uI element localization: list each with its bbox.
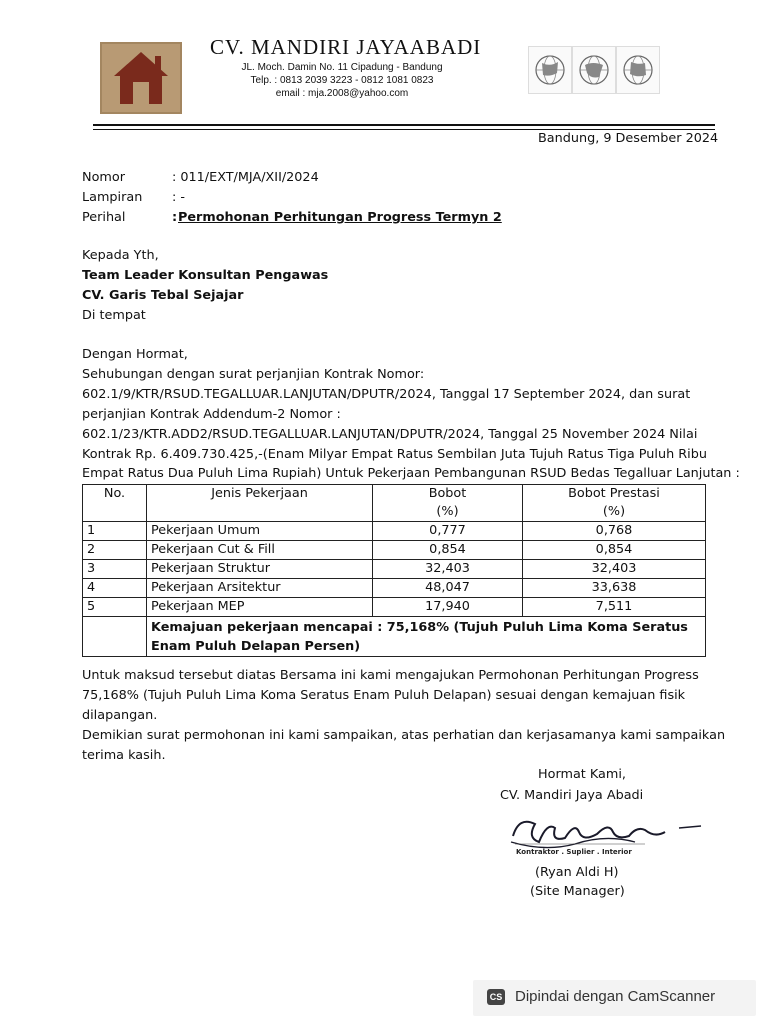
letterhead-divider	[93, 124, 715, 126]
header-jenis: Jenis Pekerjaan	[147, 485, 373, 504]
table-row	[83, 598, 706, 617]
certification-badge	[616, 46, 660, 94]
table-row	[83, 560, 706, 579]
paragraph-line: perjanjian Kontrak Addendum-2 Nomor :	[82, 407, 341, 422]
recipient-salutation: Kepada Yth,	[82, 248, 159, 263]
company-address: JL. Moch. Damin No. 11 Cipadung - Bandung	[241, 62, 443, 73]
signer-name: (Ryan Aldi H)	[535, 865, 619, 880]
row-prestasi: 33,638	[523, 579, 706, 598]
table-row	[83, 522, 706, 541]
row-bobot: 48,047	[373, 579, 523, 598]
stamp-caption: Kontraktor . Suplier . Interior	[516, 848, 632, 856]
paragraph-line: terima kasih.	[82, 748, 166, 763]
paragraph-line: 602.1/9/KTR/RSUD.TEGALLUAR.LANJUTAN/DPUTR/2024, Tanggal 17 September 2024, dan surat	[82, 387, 691, 402]
row-jenis: Pekerjaan Umum	[147, 522, 373, 541]
summary-spacer	[83, 617, 147, 657]
paragraph-line: 602.1/23/KTR.ADD2/RSUD.TEGALLUAR.LANJUTAN/DPUTR/2024, Tanggal 25 November 2024 Nilai	[82, 427, 698, 442]
row-bobot: 0,854	[373, 541, 523, 560]
paragraph-line: dilapangan.	[82, 708, 158, 723]
camscanner-logo-icon: CS	[487, 989, 505, 1005]
recipient-position: Team Leader Konsultan Pengawas	[82, 268, 329, 283]
header-bobot: Bobot	[373, 485, 523, 504]
progress-summary: Kemajuan pekerjaan mencapai : 75,168% (Tujuh Puluh Lima Koma Seratus Enam Puluh Delapan Persen)	[147, 617, 706, 657]
table-header-row	[83, 503, 706, 522]
row-jenis: Pekerjaan MEP	[147, 598, 373, 617]
globe-icon	[533, 53, 567, 87]
row-bobot: 0,777	[373, 522, 523, 541]
globe-icon	[621, 53, 655, 87]
letter-date: Bandung, 9 Desember 2024	[538, 131, 719, 146]
company-logo	[100, 42, 182, 114]
row-no: 2	[83, 541, 147, 560]
table-header-row	[83, 485, 706, 504]
nomor-label: Nomor	[82, 170, 125, 185]
table-row	[83, 579, 706, 598]
lampiran-label: Lampiran	[82, 190, 143, 205]
row-bobot: 17,940	[373, 598, 523, 617]
table-row	[83, 541, 706, 560]
header-prestasi: Bobot Prestasi	[523, 485, 706, 504]
paragraph-line: Sehubungan dengan surat perjanjian Kontrak Nomor:	[82, 367, 425, 382]
globe-icon	[577, 53, 611, 87]
table-summary-row	[83, 617, 706, 657]
header-bobot-unit: (%)	[373, 503, 523, 522]
row-prestasi: 0,768	[523, 522, 706, 541]
header-jenis-cont	[147, 503, 373, 522]
company-name: CV. MANDIRI JAYAABADI	[210, 35, 482, 59]
greeting: Dengan Hormat,	[82, 347, 188, 362]
header-no: No.	[83, 485, 147, 504]
perihal-label: Perihal	[82, 210, 126, 225]
row-jenis: Pekerjaan Cut & Fill	[147, 541, 373, 560]
company-phone: Telp. : 0813 2039 3223 - 0812 1081 0823	[250, 75, 434, 86]
row-prestasi: 7,511	[523, 598, 706, 617]
camscanner-badge	[473, 980, 756, 1016]
paragraph-line: 75,168% (Tujuh Puluh Lima Koma Seratus Enam Puluh Delapan) sesuai dengan kemajuan fisik	[82, 688, 686, 703]
row-jenis: Pekerjaan Arsitektur	[147, 579, 373, 598]
row-no: 4	[83, 579, 147, 598]
nomor-value: : 011/EXT/MJA/XII/2024	[172, 170, 319, 185]
row-no: 3	[83, 560, 147, 579]
perihal-value: Permohonan Perhitungan Progress Termyn 2	[178, 210, 502, 225]
paragraph-line: Kontrak Rp. 6.409.730.425,-(Enam Milyar Empat Ratus Sembilan Juta Tujuh Ratus Tiga Puluh Ribu	[82, 447, 707, 462]
certification-badge	[572, 46, 616, 94]
row-prestasi: 0,854	[523, 541, 706, 560]
certification-badge	[528, 46, 572, 94]
header-prestasi-unit: (%)	[523, 503, 706, 522]
row-jenis: Pekerjaan Struktur	[147, 560, 373, 579]
row-bobot: 32,403	[373, 560, 523, 579]
paragraph-line: Demikian surat permohonan ini kami sampaikan, atas perhatian dan kerjasamanya kami sampaikan	[82, 728, 726, 743]
recipient-location: Di tempat	[82, 308, 146, 323]
paragraph-line: Empat Ratus Dua Puluh Lima Rupiah) Untuk Pekerjaan Pembangunan RSUD Bedas Tegalluar Lanjutan :	[82, 466, 740, 481]
camscanner-label: Dipindai dengan CamScanner	[515, 988, 716, 1005]
work-progress-table	[82, 484, 706, 657]
paragraph-line: Untuk maksud tersebut diatas Bersama ini kami mengajukan Permohonan Perhitungan Progress	[82, 668, 699, 683]
header-no-cont	[83, 503, 147, 522]
closing-company: CV. Mandiri Jaya Abadi	[500, 788, 644, 803]
signer-title: (Site Manager)	[530, 884, 625, 899]
row-prestasi: 32,403	[523, 560, 706, 579]
closing-regards: Hormat Kami,	[538, 767, 626, 782]
perihal-colon: :	[172, 210, 178, 225]
row-no: 5	[83, 598, 147, 617]
company-email: email : mja.2008@yahoo.com	[275, 88, 409, 99]
lampiran-value: : -	[172, 190, 185, 205]
house-logo-icon	[100, 42, 182, 114]
row-no: 1	[83, 522, 147, 541]
recipient-company: CV. Garis Tebal Sejajar	[82, 288, 244, 303]
